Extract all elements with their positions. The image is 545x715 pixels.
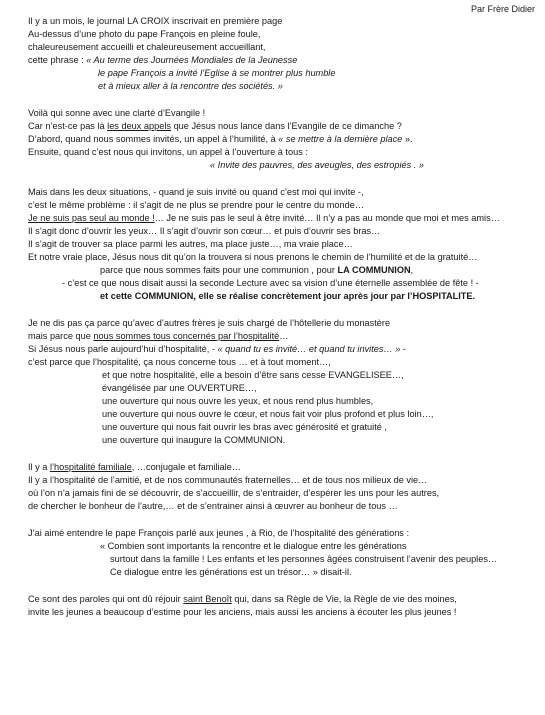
text-line <box>100 541 406 552</box>
text-line <box>102 370 404 381</box>
text-segment: les deux appels <box>107 121 172 131</box>
text-segment: et à mieux aller à la rencontre des sociétés. » <box>98 81 283 91</box>
text-line <box>28 16 282 27</box>
text-segment: « Invite des pauvres, des aveugles, des estropiés . » <box>210 160 424 170</box>
text-segment: une ouverture qui nous ouvre le cœur, et nous fait voir plus profond et plus loin…, <box>102 409 434 419</box>
text-line <box>102 383 257 394</box>
text-line <box>110 567 352 578</box>
text-segment: c’est parce que l’hospitalité, ça nous concerne tous … et à tout moment…, <box>28 357 331 367</box>
text-segment: - <box>400 344 406 354</box>
text-line <box>28 29 260 40</box>
text-line <box>102 435 285 446</box>
text-line <box>28 331 288 342</box>
text-line <box>28 239 353 250</box>
text-segment: Car n’est-ce pas là <box>28 121 108 131</box>
text-segment: où l’on n’a jamais fini de se découvrir, de s’accueillir, de s’entraider, d’espérer les uns pour les autres, <box>28 488 440 498</box>
text-segment: « Combien sont importants la rencontre et le dialogue entre les générations <box>100 541 407 551</box>
text-segment: une ouverture qui nous ouvre les yeux, et nous rend plus humbles, <box>102 396 374 406</box>
text-segment: invite les jeunes a beaucoup d’estime pour les anciens, mais aussi les anciens à écouter les plus jeunes ! <box>28 607 457 617</box>
text-segment: que Jésus nous lance dans l’Evangile de ce dimanche ? <box>171 121 402 131</box>
text-segment: une ouverture qui nous fait ouvrir les bras avec générosité et gratuité , <box>102 422 387 432</box>
text-segment: Il y a <box>28 462 50 472</box>
text-segment: cette phrase : <box>28 55 87 65</box>
text-segment: D’abord, quand nous sommes invités, un appel à l’humilité, à <box>28 134 279 144</box>
text-line <box>100 265 413 276</box>
text-line <box>28 147 308 158</box>
text-line <box>28 528 409 539</box>
text-segment: mais parce que <box>28 331 94 341</box>
text-line <box>28 344 406 355</box>
text-line <box>28 318 390 329</box>
text-segment: saint Benoît <box>183 594 232 604</box>
text-segment: Je ne dis pas ça parce qu’avec d’autres frères je suis chargé de l’hôtellerie du monastère <box>28 318 391 328</box>
text-line <box>28 226 380 237</box>
text-line <box>28 462 241 473</box>
text-segment: Si Jésus nous parle aujourd’hui d’hospitalité, - <box>28 344 218 354</box>
text-segment: nous sommes tous concernés par l’hospitalité <box>93 331 280 341</box>
text-segment: inscrivait en première page <box>169 16 283 26</box>
text-segment: « se mettre à la dernière place <box>278 134 403 144</box>
text-segment: ». <box>402 134 413 144</box>
text-segment: LA COMMUNION <box>337 265 411 275</box>
text-line <box>210 160 424 171</box>
text-segment: Il s’agit donc d’ouvrir les yeux… Il s’agit d’ouvrir son cœur… et puis d’ouvrir ses bras… <box>28 226 381 236</box>
text-line <box>28 252 477 263</box>
text-segment: Il y a l’hospitalité de l’amitié, et de nos communautés fraternelles… et de tous nos milieux de vie… <box>28 475 428 485</box>
text-segment: et cette COMMUNION, elle se réalise concrètement jour après jour par l’HOSPITALITE. <box>100 291 476 301</box>
text-segment: Voilà qui sonne avec une clarté d’Evangile ! <box>28 108 206 118</box>
text-segment: Au-dessus d’une photo du pape François en pleine foule, <box>28 29 261 39</box>
text-segment: Il y a un mois, le journal <box>28 16 128 26</box>
text-line <box>102 409 433 420</box>
text-line <box>98 68 335 79</box>
text-segment: chaleureusement accueilli et chaleureusement accueillant, <box>28 42 266 52</box>
text-segment: c’est le même problème : il s’agit de ne plus se prendre pour le centre du monde… <box>28 200 365 210</box>
text-segment: le pape François a invité l’Eglise à se montrer plus humble <box>98 68 336 78</box>
text-segment: , <box>410 265 414 275</box>
text-segment: l’hospitalité familiale <box>49 462 132 472</box>
text-segment: … <box>279 331 289 341</box>
text-line <box>28 121 402 132</box>
text-segment: qui, dans sa Règle de Vie, la Règle de vie des moines, <box>231 594 457 604</box>
text-line <box>28 475 427 486</box>
text-segment: Ensuite, quand c’est nous qui invitons, un appel à l’ouverture à tous : <box>28 147 308 157</box>
text-segment: « Au terme des Journées Mondiales de la Jeunesse <box>86 55 298 65</box>
text-segment: Mais dans les deux situations, - quand je suis invité ou quand c’est moi qui invite -, <box>28 187 364 197</box>
text-segment: une ouverture qui inaugure la COMMUNION. <box>102 435 286 445</box>
text-line <box>28 187 364 198</box>
text-segment: parce que nous sommes faits pour une communion , pour <box>100 265 338 275</box>
text-line <box>28 42 265 53</box>
text-line <box>28 501 398 512</box>
text-segment: « quand tu es invité… et quand tu invites… » <box>217 344 401 354</box>
text-line <box>102 396 373 407</box>
text-line <box>28 213 500 224</box>
text-line <box>28 594 457 605</box>
text-segment: , …conjugale et familiale… <box>131 462 241 472</box>
text-segment: Il s’agit de trouver sa place parmi les autres, ma place juste…, ma vraie place… <box>28 239 353 249</box>
text-segment: - c’est ce que nous disait aussi la seconde Lecture avec sa vision d’une éternelle assemblée de fête ! - <box>62 278 479 288</box>
text-segment: Ce sont des paroles qui ont dû réjouir <box>28 594 184 604</box>
text-segment: Je ne suis pas seul au monde ! <box>28 213 155 223</box>
text-line <box>100 291 475 302</box>
text-line <box>28 200 364 211</box>
text-segment: … Je ne suis pas le seul à être invité… Il n’y a pas au monde que moi et mes amis… <box>154 213 500 223</box>
text-segment: Ce dialogue entre les générations est un trésor… » disait-il. <box>110 567 352 577</box>
text-line <box>28 357 331 368</box>
text-line <box>102 422 387 433</box>
text-line <box>28 55 297 66</box>
text-segment: Et notre vraie place, Jésus nous dit qu’on la trouvera si nous prenons le chemin de l’humilité et de la gratuité… <box>28 252 478 262</box>
text-segment: évangélisée par une OUVERTURE…, <box>102 383 257 393</box>
author-credit: Par Frère Didier <box>470 4 535 14</box>
text-segment: LA CROIX <box>127 16 170 26</box>
text-line <box>28 134 413 145</box>
text-segment: de chercher le bonheur de l’autre,… et de s’entrainer ainsi à œuvrer au bonheur de tous … <box>28 501 398 511</box>
text-line <box>28 108 205 119</box>
text-segment: et que notre hospitalité, elle a besoin d’être sans cesse EVANGELISEE…, <box>102 370 404 380</box>
text-segment: J’ai aimé entendre le pape François parlé aux jeunes , à Rio, de l’hospitalité des générations : <box>28 528 409 538</box>
text-line <box>28 607 456 618</box>
text-line <box>62 278 479 289</box>
text-line <box>110 554 497 565</box>
text-line <box>28 488 439 499</box>
text-line <box>98 81 283 92</box>
text-segment: surtout dans la famille ! Les enfants et les personnes âgées construisent l’avenir des peuples… <box>110 554 498 564</box>
